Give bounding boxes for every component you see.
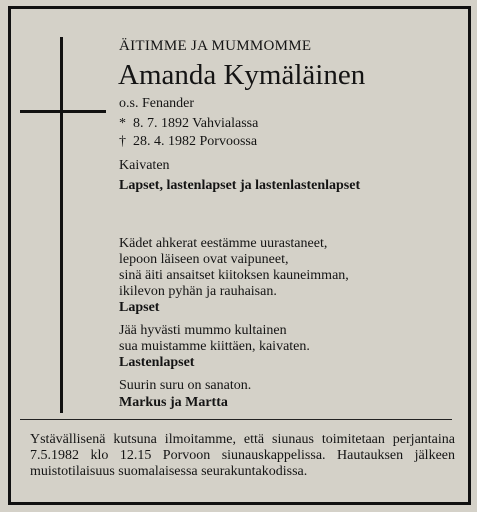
poem-line: ikilevon pyhän ja rauhaisan. bbox=[119, 284, 277, 299]
poem-line: lepoon läiseen ovat vaipuneet, bbox=[119, 252, 289, 267]
death-date-place: 28. 4. 1982 Porvoossa bbox=[133, 134, 258, 149]
death-line bbox=[119, 134, 257, 150]
poem-line: sinä äiti ansaitset kiitoksen kauneimman, bbox=[119, 268, 349, 283]
poem-signature: Lapset bbox=[119, 300, 160, 315]
notice-header: ÄITIMME JA MUMMOMME bbox=[119, 38, 312, 54]
cross-icon-bar bbox=[20, 110, 106, 113]
funeral-announcement: Ystävällisenä kutsuna ilmoitamme, että siunaus toimitetaan perjantaina 7.5.1982 klo 12.15 Porvoon siunauskappelissa. Hautauksen jälkeen muistotilaisuus suomalaisessa seurakuntakodissa. bbox=[30, 432, 455, 479]
birth-date-place: 8. 7. 1892 Vahvialassa bbox=[133, 116, 259, 131]
birth-symbol: * bbox=[119, 116, 126, 131]
mourners: Lapset, lastenlapset ja lastenlastenlapset bbox=[119, 178, 361, 193]
deceased-name: Amanda Kymäläinen bbox=[118, 59, 366, 91]
poem-line: Kädet ahkerat eestämme uurastaneet, bbox=[119, 236, 328, 251]
poem-signature: Markus ja Martta bbox=[119, 395, 228, 410]
poem-line: Jää hyvästi mummo kultainen bbox=[119, 323, 287, 338]
missing-label: Kaivaten bbox=[119, 158, 170, 173]
poem-signature: Lastenlapset bbox=[119, 355, 195, 370]
divider bbox=[20, 419, 452, 420]
birth-line bbox=[119, 116, 258, 132]
cross-icon bbox=[60, 37, 63, 413]
poem-line: sua muistamme kiittäen, kaivaten. bbox=[119, 339, 310, 354]
poem-line: Suurin suru on sanaton. bbox=[119, 378, 252, 393]
death-symbol: † bbox=[119, 134, 126, 149]
maiden-name: o.s. Fenander bbox=[119, 96, 195, 111]
